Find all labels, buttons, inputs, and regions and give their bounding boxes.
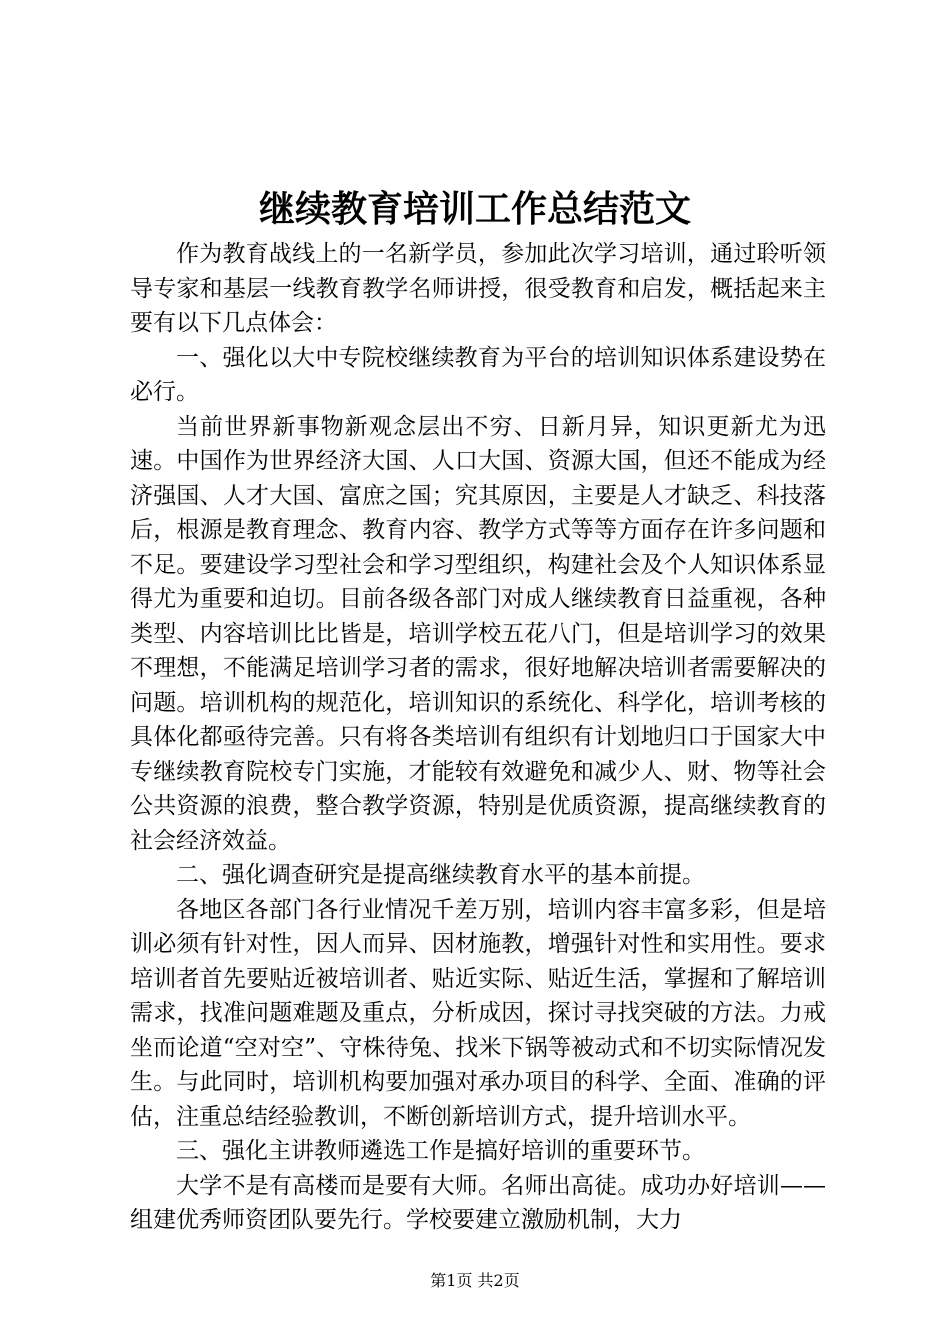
page-footer: 第1页 共2页 (430, 1271, 520, 1290)
document-body (130, 237, 826, 1238)
paragraph-heading-2: 二、强化调查研究是提高继续教育水平的基本前提。 (176, 862, 705, 888)
paragraph-section-2: 各地区各部门各行业情况千差万别，培训内容丰富多彩，但是培训必须有针对性，因人而异、因材施教，增强针对性和实用性。要求培训者首先要贴近被培训者、贴近实际、贴近生活，掌握和了解培训需求，找准问题难题及重点，分析成因，探讨寻找突破的方法。力戒坐而论道“空对空”、守株待兔、找米下锅等被动式和不切实际情况发生。与此同时，培训机构要加强对承办项目的科学、全面、准确的评估，注重总结经验教训，不断创新培训方式，提升培训水平。 (130, 896, 826, 1130)
paragraph-intro: 作为教育战线上的一名新学员，参加此次学习培训，通过聆听领导专家和基层一线教育教学名师讲授，很受教育和启发，概括起来主要有以下几点体会： (130, 241, 826, 336)
paragraph-section-3: 大学不是有高楼而是要有大师。名师出高徒。成功办好培训——组建优秀师资团队要先行。学校要建立激励机制，大力 (130, 1172, 826, 1233)
paragraph-heading-3: 三、强化主讲教师遴选工作是搞好培训的重要环节。 (176, 1138, 705, 1164)
paragraph-section-1: 当前世界新事物新观念层出不穷、日新月异，知识更新尤为迅速。中国作为世界经济大国、人口大国、资源大国，但还不能成为经济强国、人才大国、富庶之国；究其原因，主要是人才缺乏、科技落后，根源是教育理念、教育内容、教学方式等等方面存在许多问题和不足。要建设学习型社会和学习型组织，构建社会及个人知识体系显得尤为重要和迫切。目前各级各部门对成人继续教育日益重视，各种类型、内容培训比比皆是，培训学校五花八门，但是培训学习的效果不理想，不能满足培训学习者的需求，很好地解决培训者需要解决的问题。培训机构的规范化，培训知识的系统化、科学化，培训考核的具体化都亟待完善。只有将各类培训有组织有计划地归口于国家大中专继续教育院校专门实施，才能较有效避免和减少人、财、物等社会公共资源的浪费，整合教学资源，特别是优质资源，提高继续教育的社会经济效益。 (130, 413, 826, 854)
paragraph-heading-1: 一、强化以大中专院校继续教育为平台的培训知识体系建设势在必行。 (130, 344, 826, 405)
document-title: 继续教育培训工作总结范文 (258, 188, 691, 230)
